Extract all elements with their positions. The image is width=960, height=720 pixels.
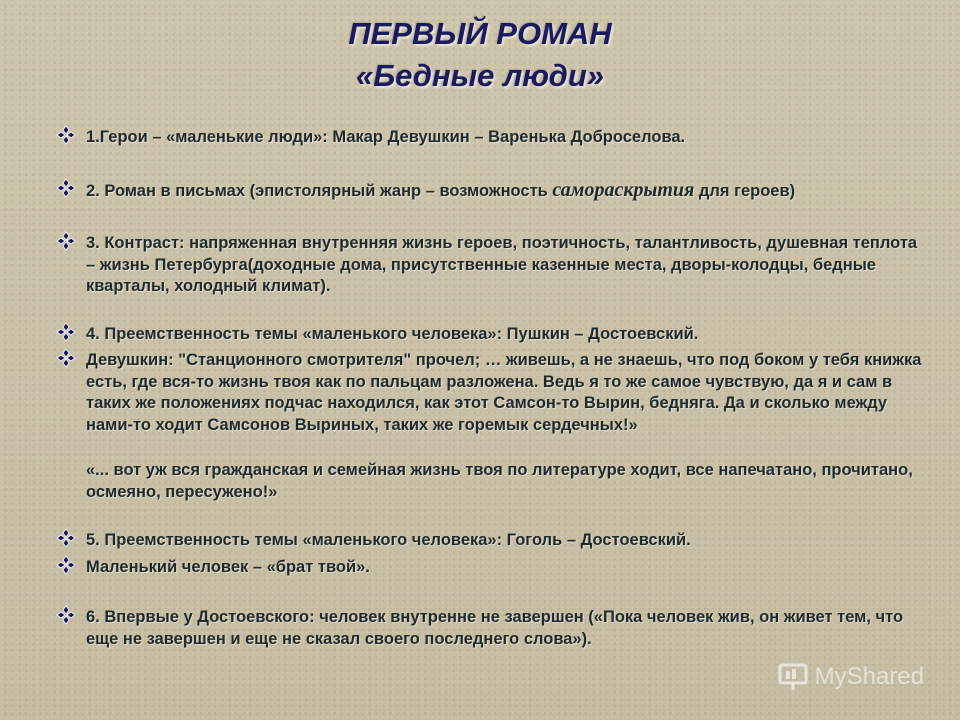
watermark-text: MyShared (814, 663, 924, 690)
four-diamond-bullet-icon (56, 528, 78, 550)
four-diamond-bullet-icon (56, 125, 78, 147)
list-item-text: 6. Впервые у Достоевского: человек внутренне не завершен («Пока человек жив, он живет тем, что еще не завершен и еще не сказал своего последнего слова»). (86, 608, 904, 648)
list-item-text: 5. Преемственность темы «маленького человека»: Гоголь – Достоевский. (86, 531, 691, 549)
list-item-8 (56, 607, 926, 650)
four-diamond-bullet-icon (56, 322, 78, 344)
emphasis-text: самораскрытия (552, 179, 695, 201)
quote-text: «... вот уж вся гражданская и семейная жизнь твоя по литературе ходит, все напечатано, прочитано, осмеяно, пересужено!» (86, 461, 913, 501)
four-diamond-bullet-icon (56, 178, 78, 200)
list-item-3 (56, 233, 926, 298)
four-diamond-bullet-icon (56, 555, 78, 577)
list-item-text: Девушкин: "Станционного смотрителя" прочел; … живешь, а не знаешь, что под боком у тебя книжка есть, где вся-то жизнь твоя как по пальцам разложена. Ведь я то же самое чувствую, да я и сам в таких же положениях подчас находился, как этот Самсон-то Вырин, бедняга. Да и сколько между нами-то ходит Самсонов Выриных, таких же горемык сердечных!» (86, 351, 922, 434)
list-item-5 (56, 350, 926, 436)
list-item-text (86, 180, 926, 203)
slide-title-block (0, 16, 960, 94)
list-item-6 (56, 530, 926, 552)
slide-title: ПЕРВЫЙ РОМАН (348, 16, 612, 51)
list-item-2 (56, 180, 926, 203)
presentation-logo-icon (777, 662, 809, 692)
four-diamond-bullet-icon (56, 231, 78, 253)
list-item-text: 3. Контраст: напряженная внутренняя жизнь героев, поэтичность, талантливость, душевная теплота – жизнь Петербурга(доходные дома, присутственные казенные места, дворы-колодцы, бедные кварталы, холодный климат). (86, 234, 918, 295)
list-item-text-after: для героев) (694, 182, 796, 200)
list-item-text: 4. Преемственность темы «маленького человека»: Пушкин – Достоевский. (86, 325, 699, 343)
watermark (777, 662, 924, 692)
list-item-7 (56, 557, 926, 579)
list-item-text: Маленький человек – «брат твой». (86, 558, 370, 576)
slide-subtitle: «Бедные люди» (355, 58, 605, 93)
four-diamond-bullet-icon (56, 605, 78, 627)
list-item-1 (56, 127, 926, 149)
list-item-4 (56, 324, 926, 346)
four-diamond-bullet-icon (56, 348, 78, 370)
list-item-text-before: 2. Роман в письмах (эпистолярный жанр – возможность (86, 182, 553, 200)
list-item-text: 1.Герои – «маленькие люди»: Макар Девушкин – Варенька Доброселова. (86, 128, 686, 146)
